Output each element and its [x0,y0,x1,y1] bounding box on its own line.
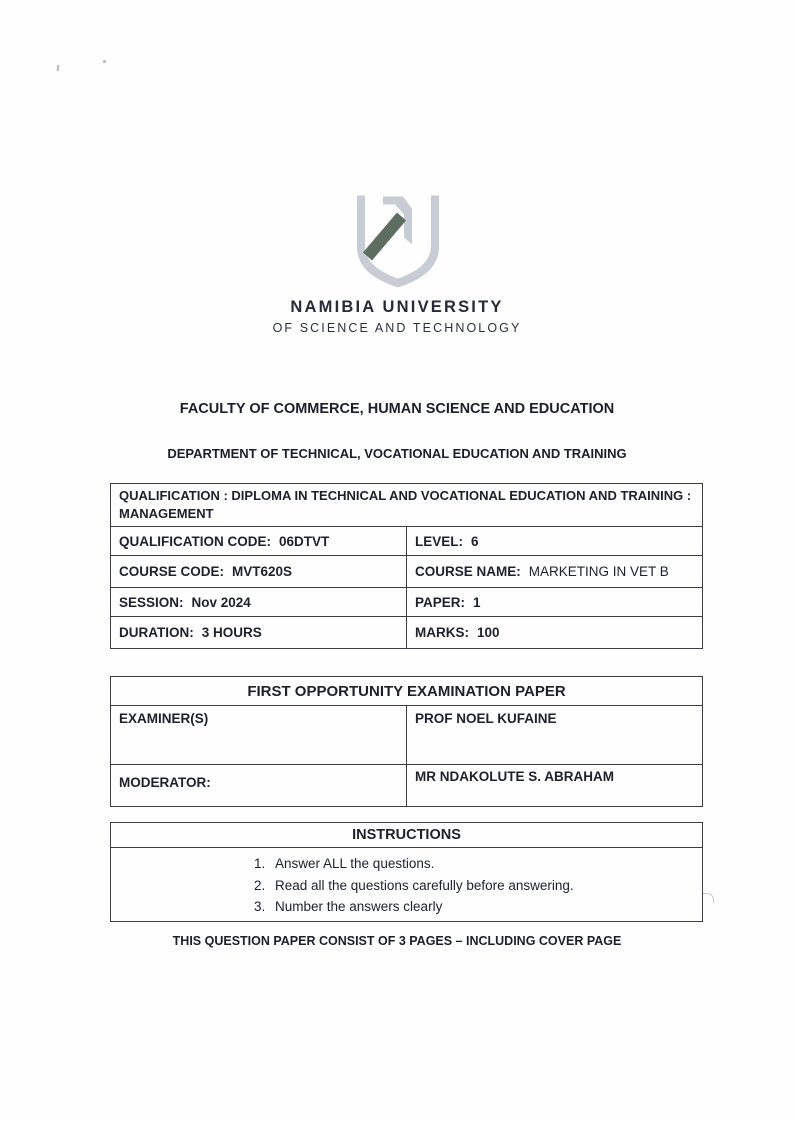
instructions-list [119,853,694,918]
course-name-cell [407,556,703,588]
exam-paper-title: FIRST OPPORTUNITY EXAMINATION PAPER [111,677,703,706]
field-label: COURSE CODE: [119,564,225,579]
shield-green-band [363,213,406,261]
field-label: PAPER: [415,594,466,610]
table-row [111,677,703,706]
instruction-item: 3. Number the answers clearly [269,896,694,918]
field-value: 3 HOURS [201,625,262,640]
session-cell [111,588,407,617]
field-value: Nov 2024 [191,594,251,610]
instruction-item: 2. Read all the questions carefully before answering. [269,875,694,897]
table-row [111,823,703,848]
field-value: 1 [473,594,481,610]
scan-speck [57,65,60,71]
level-cell [407,527,703,556]
instructions-body [111,848,703,922]
field-label: COURSE NAME: [415,564,521,579]
field-value: MARKETING IN VET B [528,564,669,579]
field-label: SESSION: [119,594,184,610]
table-row [111,556,703,588]
table-row [111,527,703,556]
examination-paper-table [110,676,703,807]
field-label: MARKS: [415,625,469,640]
instructions-title: INSTRUCTIONS [111,823,703,848]
table-row [111,765,703,807]
university-shield-logo-icon [353,194,443,291]
course-details-table [110,483,703,649]
field-value: 06DTVT [279,533,330,549]
field-label: QUALIFICATION CODE: [119,533,271,549]
university-tagline: OF SCIENCE AND TECHNOLOGY [272,321,522,335]
scan-speck [103,60,106,63]
examiner-label: EXAMINER(S) [111,706,407,765]
qualification-row [111,484,703,527]
instructions-table [110,822,703,922]
qualification-cell: QUALIFICATION : DIPLOMA IN TECHNICAL AND VOCATIONAL EDUCATION AND TRAINING : MANAGEMENT [111,484,703,527]
examiner-value: PROF NOEL KUFAINE [407,706,703,765]
faculty-heading: FACULTY OF COMMERCE, HUMAN SCIENCE AND EDUCATION [179,401,615,417]
university-name: NAMIBIA UNIVERSITY [290,298,504,316]
marks-cell [407,617,703,649]
moderator-value: MR NDAKOLUTE S. ABRAHAM [407,765,703,807]
instruction-item: 1. Answer ALL the questions. [269,853,694,875]
page-count-note: THIS QUESTION PAPER CONSIST OF 3 PAGES – INCLUDING COVER PAGE [172,934,622,948]
paper-cell [407,588,703,617]
field-label: LEVEL: [415,533,464,549]
moderator-label: MODERATOR: [111,765,407,807]
scan-artifact-mark [702,893,714,903]
table-row [111,706,703,765]
duration-cell [111,617,407,649]
field-value: 6 [471,533,479,549]
shield-outline [357,196,439,288]
qualification-code-cell [111,527,407,556]
table-row [111,617,703,649]
course-code-cell [111,556,407,588]
field-value: 100 [477,625,500,640]
field-value: MVT620S [232,564,293,579]
table-row [111,848,703,922]
field-label: DURATION: [119,625,194,640]
table-row [111,588,703,617]
department-heading: DEPARTMENT OF TECHNICAL, VOCATIONAL EDUCATION AND TRAINING [167,446,627,461]
